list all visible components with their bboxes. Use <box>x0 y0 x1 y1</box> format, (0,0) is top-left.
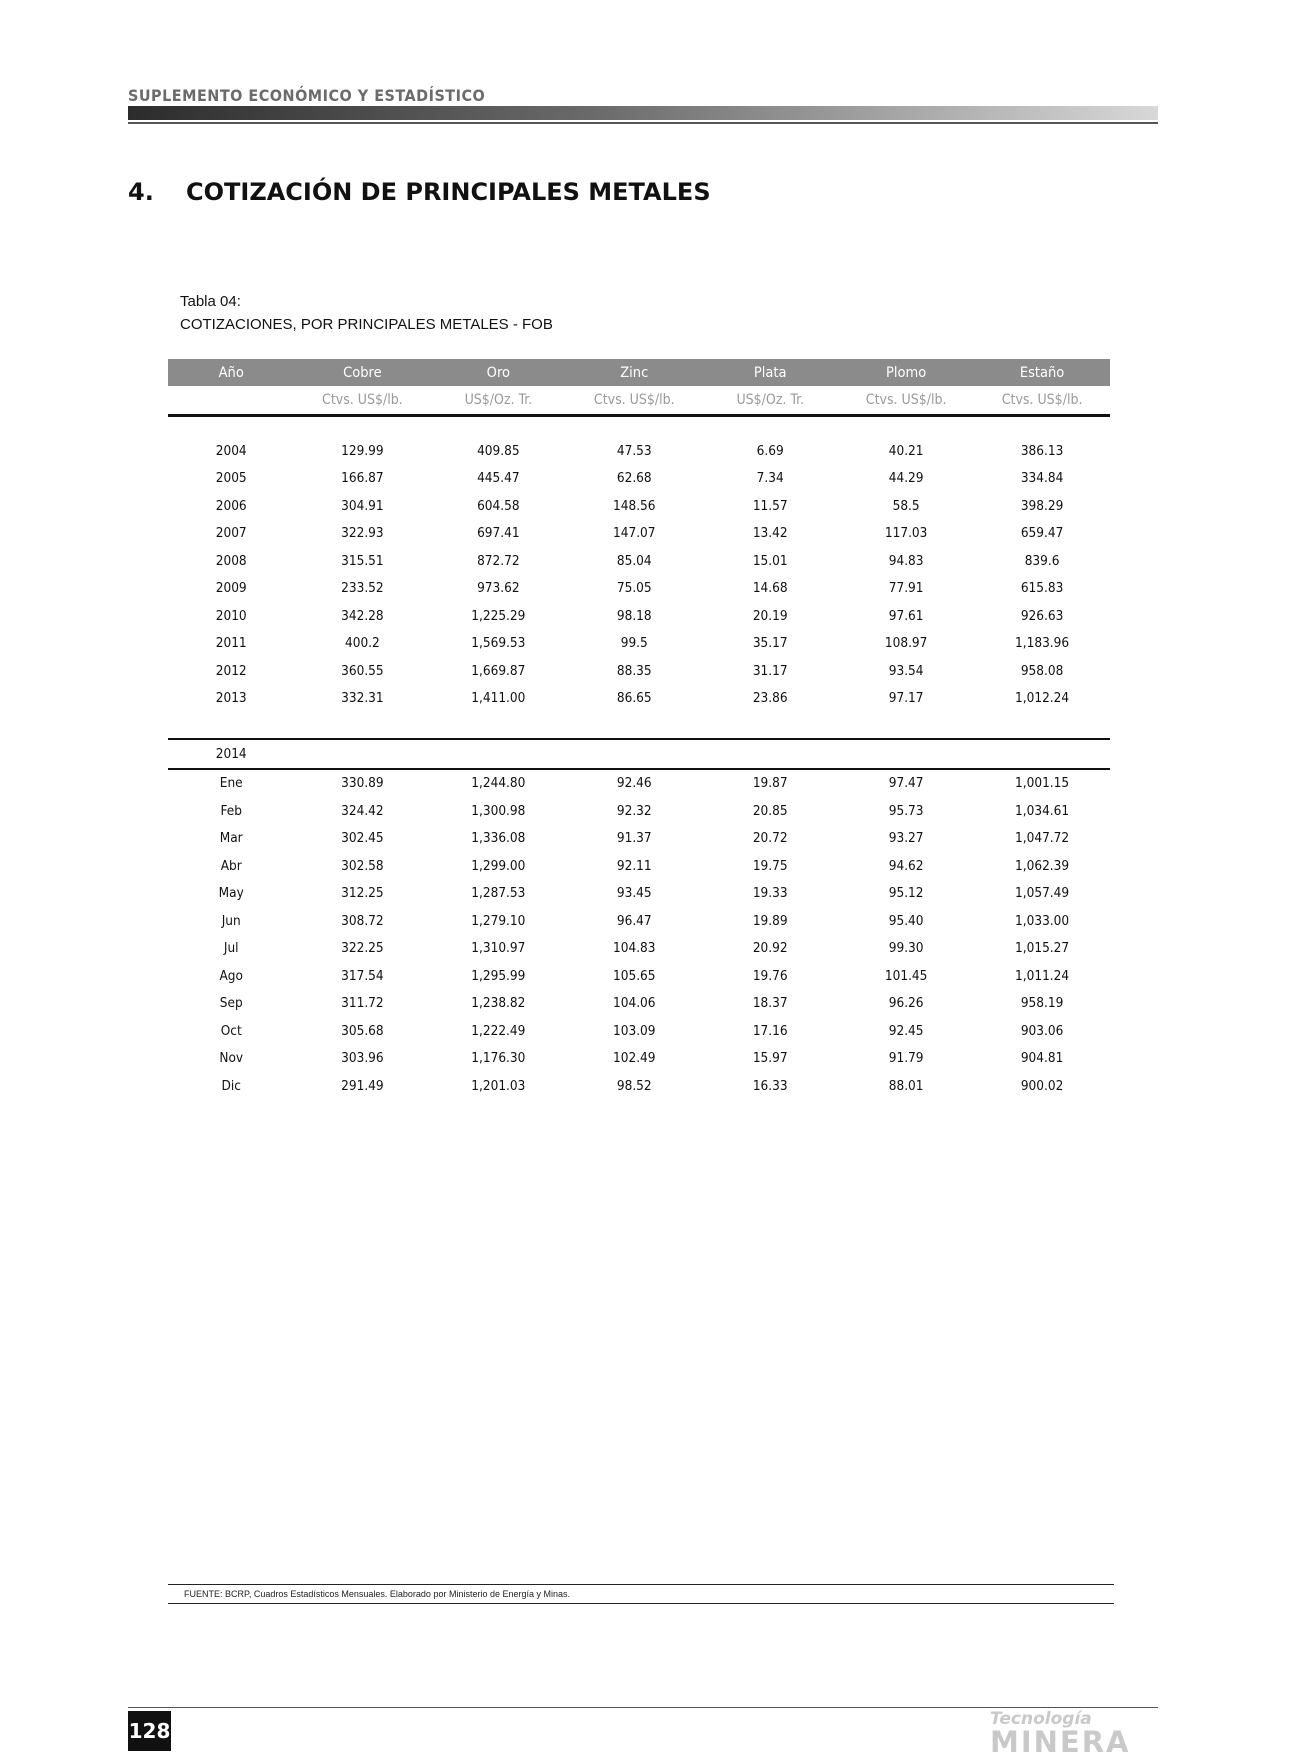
column-header: Plomo <box>886 364 927 381</box>
table-cell: 659.47 <box>1020 525 1064 542</box>
table-cell: 1,057.49 <box>1015 885 1070 902</box>
column-unit: US$/Oz. Tr. <box>736 392 804 408</box>
monthly-row <box>168 1017 1110 1045</box>
table-cell: 97.17 <box>888 690 924 707</box>
table-cell: 1,176.30 <box>471 1050 526 1067</box>
table-cell: Jun <box>221 912 241 929</box>
table-cell: 1,238.82 <box>471 995 526 1012</box>
table-cell: 2006 <box>215 497 247 514</box>
table-cell: 85.04 <box>616 552 652 569</box>
table-cell: 23.86 <box>752 690 788 707</box>
table-cell: 315.51 <box>341 552 384 569</box>
table-cell: 101.45 <box>884 967 928 984</box>
table-cell: 1,299.00 <box>471 857 526 874</box>
table-cell: 1,411.00 <box>471 690 526 707</box>
table-cell: 2011 <box>215 635 247 652</box>
table-cell: 2007 <box>215 525 247 542</box>
table-cell: Dic <box>221 1077 241 1094</box>
annual-row <box>168 630 1110 658</box>
table-cell: 148.56 <box>613 497 656 514</box>
table-cell: 308.72 <box>341 912 384 929</box>
column-unit: US$/Oz. Tr. <box>464 392 533 408</box>
table-cell: 1,300.98 <box>471 802 526 819</box>
table-cell: 58.5 <box>892 497 920 514</box>
column-header: Oro <box>486 364 510 381</box>
table-cell: 409.85 <box>477 442 520 459</box>
table-cell: 334.84 <box>1020 470 1064 487</box>
header-gradient-bar <box>128 106 1158 120</box>
source-note: FUENTE: BCRP, Cuadros Estadísticos Mensuales. Elaborado por Ministerio de Energía y Minas. <box>168 1584 1114 1604</box>
table-cell: 11.57 <box>752 497 788 514</box>
annual-rows <box>168 437 1110 712</box>
table-cell: 88.01 <box>888 1077 924 1094</box>
table-header-row <box>168 359 1110 386</box>
annual-row <box>168 520 1110 548</box>
monthly-row <box>168 852 1110 880</box>
section-title: COTIZACIÓN DE PRINCIPALES METALES <box>186 178 711 206</box>
table-cell: 88.35 <box>616 662 652 679</box>
table-cell: 332.31 <box>341 690 384 707</box>
column-unit: Ctvs. US$/lb. <box>593 392 675 408</box>
table-cell: 2012 <box>215 662 247 679</box>
table-cell: 104.06 <box>613 995 656 1012</box>
table-cell: 19.89 <box>752 912 788 929</box>
table-cell: 305.68 <box>341 1022 384 1039</box>
monthly-row <box>168 880 1110 908</box>
monthly-row <box>168 1072 1110 1100</box>
table-cell: 17.16 <box>752 1022 788 1039</box>
table-cell: 1,295.99 <box>471 967 526 984</box>
table-cell: 317.54 <box>341 967 384 984</box>
monthly-row <box>168 907 1110 935</box>
table-cell: 872.72 <box>477 552 520 569</box>
table-cell: 98.52 <box>616 1077 652 1094</box>
table-cell: 303.96 <box>341 1050 384 1067</box>
column-unit: Ctvs. US$/lb. <box>1001 392 1083 408</box>
monthly-row <box>168 962 1110 990</box>
table-units-row <box>168 386 1110 414</box>
monthly-row <box>168 770 1110 798</box>
table-cell: 1,336.08 <box>471 830 526 847</box>
table-cell: 91.37 <box>616 830 652 847</box>
table-cell: 322.25 <box>341 940 384 957</box>
section-number: 4. <box>128 178 154 206</box>
table-cell: 400.2 <box>345 635 380 652</box>
table-cell: 15.01 <box>752 552 788 569</box>
table-cell: 97.47 <box>888 775 924 792</box>
monthly-year-row <box>168 740 1110 768</box>
table-cell: 6.69 <box>756 442 784 459</box>
table-cell: 304.91 <box>341 497 384 514</box>
table-cell: 47.53 <box>616 442 652 459</box>
table-cell: 95.40 <box>888 912 924 929</box>
annual-row <box>168 492 1110 520</box>
table-cell: 96.26 <box>888 995 924 1012</box>
table-cell: Sep <box>219 995 243 1012</box>
monthly-rows <box>168 770 1110 1100</box>
table-cell: 311.72 <box>341 995 384 1012</box>
table-cell: 31.17 <box>752 662 788 679</box>
table-cell: 102.49 <box>613 1050 656 1067</box>
table-cell: Jul <box>223 940 239 957</box>
table-cell: 1,222.49 <box>471 1022 526 1039</box>
table-cell: 2010 <box>215 607 247 624</box>
table-cell: 302.45 <box>341 830 384 847</box>
table-cell: 86.65 <box>616 690 652 707</box>
table-cell: 18.37 <box>752 995 788 1012</box>
table-cell: 1,225.29 <box>471 607 526 624</box>
table-cell: 14.68 <box>752 580 788 597</box>
table-cell: 94.83 <box>888 552 924 569</box>
table-cell: 13.42 <box>752 525 788 542</box>
annual-row <box>168 575 1110 603</box>
table-cell: 147.07 <box>613 525 656 542</box>
table-cell: 291.49 <box>341 1077 384 1094</box>
footer-rule <box>128 1707 1158 1708</box>
table-cell: Abr <box>220 857 242 874</box>
table-cell: 95.12 <box>888 885 924 902</box>
table-cell: 2005 <box>215 470 247 487</box>
annual-row <box>168 602 1110 630</box>
table-cell: 604.58 <box>477 497 520 514</box>
logo-line-2: MINERA <box>990 1725 1131 1759</box>
table-cell: 93.45 <box>616 885 652 902</box>
table-cell: 105.65 <box>613 967 656 984</box>
table-cell: 98.18 <box>616 607 652 624</box>
column-header: Año <box>218 364 244 381</box>
table-cell: 166.87 <box>341 470 384 487</box>
table-cell: 360.55 <box>341 662 384 679</box>
table-label: Tabla 04: <box>180 293 241 310</box>
table-cell: 35.17 <box>752 635 788 652</box>
table-cell: 926.63 <box>1020 607 1064 624</box>
table-cell: 93.27 <box>888 830 924 847</box>
table-cell: 2008 <box>215 552 247 569</box>
table-cell: 1,062.39 <box>1015 857 1070 874</box>
table-cell: 1,244.80 <box>471 775 526 792</box>
table-cell: 386.13 <box>1020 442 1064 459</box>
column-header: Estaño <box>1019 364 1065 381</box>
table-cell: 20.92 <box>752 940 788 957</box>
header-rule <box>128 122 1158 124</box>
table-cell: 958.19 <box>1020 995 1064 1012</box>
table-cell: Oct <box>220 1022 242 1039</box>
table-cell: 77.91 <box>888 580 924 597</box>
table-cell: 108.97 <box>884 635 928 652</box>
table-cell: 330.89 <box>341 775 384 792</box>
table-cell: 1,034.61 <box>1015 802 1070 819</box>
table-cell: 96.47 <box>616 912 652 929</box>
publication-logo <box>990 1710 1160 1758</box>
table-cell: 103.09 <box>613 1022 656 1039</box>
column-header: Cobre <box>343 364 382 381</box>
table-cell: 445.47 <box>477 470 520 487</box>
metal-prices-table <box>168 359 1110 1100</box>
table-cell: 91.79 <box>888 1050 924 1067</box>
table-cell: 697.41 <box>477 525 520 542</box>
column-header: Plata <box>753 364 787 381</box>
table-cell: 1,279.10 <box>471 912 526 929</box>
table-cell: 398.29 <box>1020 497 1064 514</box>
table-cell: 1,183.96 <box>1015 635 1070 652</box>
logo-line-1: Tecnología <box>990 1709 1092 1729</box>
table-cell: 75.05 <box>616 580 652 597</box>
table-cell: 958.08 <box>1020 662 1064 679</box>
table-cell: 99.30 <box>888 940 924 957</box>
annual-row <box>168 547 1110 575</box>
table-caption: COTIZACIONES, POR PRINCIPALES METALES - FOB <box>180 316 553 333</box>
table-cell: 16.33 <box>752 1077 788 1094</box>
table-cell: 15.97 <box>752 1050 788 1067</box>
table-cell: 19.87 <box>752 775 788 792</box>
table-cell: 1,201.03 <box>471 1077 526 1094</box>
table-cell: 973.62 <box>477 580 520 597</box>
page-number: 128 <box>128 1711 171 1751</box>
table-cell: 1,287.53 <box>471 885 526 902</box>
table-cell: 19.33 <box>752 885 788 902</box>
table-cell: 7.34 <box>756 470 784 487</box>
table-cell: 1,669.87 <box>471 662 526 679</box>
table-cell: 1,033.00 <box>1015 912 1070 929</box>
table-cell: 900.02 <box>1020 1077 1064 1094</box>
table-cell: 839.6 <box>1024 552 1060 569</box>
section-heading <box>128 178 711 206</box>
table-cell: 104.83 <box>613 940 656 957</box>
table-cell: 94.62 <box>888 857 924 874</box>
table-cell: 1,015.27 <box>1015 940 1070 957</box>
monthly-row <box>168 797 1110 825</box>
table-cell: 2013 <box>215 690 247 707</box>
table-cell: 97.61 <box>888 607 924 624</box>
annual-row <box>168 657 1110 685</box>
table-cell: 2004 <box>215 442 247 459</box>
table-cell: 92.32 <box>616 802 652 819</box>
table-cell: 92.45 <box>888 1022 924 1039</box>
table-cell: Ago <box>219 967 243 984</box>
table-cell: 92.11 <box>616 857 652 874</box>
table-cell: 1,047.72 <box>1015 830 1070 847</box>
table-cell: 99.5 <box>620 635 648 652</box>
monthly-row <box>168 990 1110 1018</box>
table-cell: 302.58 <box>341 857 384 874</box>
table-cell: 129.99 <box>341 442 384 459</box>
table-cell: Nov <box>219 1050 244 1067</box>
table-cell: Ene <box>219 775 243 792</box>
column-unit: Ctvs. US$/lb. <box>322 392 403 408</box>
table-cell: 615.83 <box>1020 580 1064 597</box>
running-header: SUPLEMENTO ECONÓMICO Y ESTADÍSTICO <box>128 86 486 105</box>
column-header: Zinc <box>620 364 649 381</box>
table-cell: 1,310.97 <box>471 940 526 957</box>
monthly-row <box>168 825 1110 853</box>
table-cell: 1,001.15 <box>1015 775 1070 792</box>
table-cell: 312.25 <box>341 885 384 902</box>
table-cell: 20.19 <box>752 607 788 624</box>
monthly-row <box>168 1045 1110 1073</box>
table-cell: 233.52 <box>341 580 384 597</box>
annual-row <box>168 465 1110 493</box>
table-cell: 92.46 <box>616 775 652 792</box>
monthly-row <box>168 935 1110 963</box>
annual-row <box>168 685 1110 713</box>
table-cell: 342.28 <box>341 607 384 624</box>
monthly-year: 2014 <box>215 745 247 762</box>
table-caption-block <box>180 290 553 336</box>
table-cell: May <box>218 885 244 902</box>
column-unit: Ctvs. US$/lb. <box>865 392 947 408</box>
table-cell: 904.81 <box>1020 1050 1064 1067</box>
table-cell: 1,012.24 <box>1015 690 1070 707</box>
table-cell: 40.21 <box>888 442 924 459</box>
table-cell: 19.75 <box>752 857 788 874</box>
table-cell: 322.93 <box>341 525 384 542</box>
table-cell: 903.06 <box>1020 1022 1064 1039</box>
table-cell: 20.72 <box>752 830 788 847</box>
table-cell: 19.76 <box>752 967 788 984</box>
table-cell: 95.73 <box>888 802 924 819</box>
table-cell: 20.85 <box>752 802 788 819</box>
table-cell: 324.42 <box>341 802 384 819</box>
table-cell: Mar <box>219 830 243 847</box>
table-cell: 44.29 <box>888 470 924 487</box>
table-cell: 2009 <box>215 580 247 597</box>
table-cell: 1,569.53 <box>471 635 526 652</box>
annual-row <box>168 437 1110 465</box>
table-cell: Feb <box>220 802 242 819</box>
table-cell: 1,011.24 <box>1015 967 1070 984</box>
table-cell: 62.68 <box>616 470 652 487</box>
table-cell: 93.54 <box>888 662 924 679</box>
table-cell: 117.03 <box>884 525 928 542</box>
